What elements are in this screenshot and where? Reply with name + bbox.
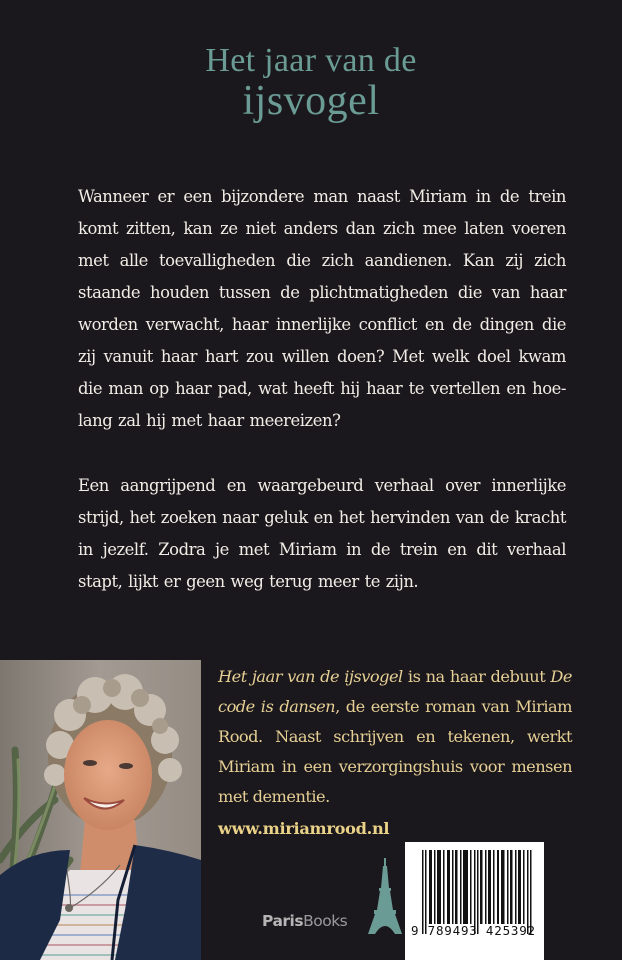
author-website-link[interactable]: www.miriamrood.nl bbox=[218, 819, 390, 838]
book-title bbox=[0, 44, 622, 122]
isbn-barcode bbox=[405, 842, 544, 960]
publisher-logo bbox=[262, 858, 402, 938]
publisher-name-bold: Paris bbox=[262, 912, 304, 930]
title-line-2: ijsvogel bbox=[242, 78, 380, 124]
bio-text-1: is na haar debuut bbox=[402, 667, 551, 686]
publisher-name bbox=[262, 912, 347, 930]
blurb-paragraph-1 bbox=[78, 181, 566, 437]
isbn-number: 9 789493 425392 bbox=[411, 923, 536, 938]
bio-text-2: , de eerste roman van Miriam Rood. Naast schrijven en tekenen, werkt Miriam in een verzorgingshuis voor mensen met dementie. bbox=[218, 697, 573, 806]
bio-book-title: Het jaar van de ijsvogel bbox=[218, 667, 403, 686]
bio-debut-title: De code is dansen bbox=[218, 667, 572, 716]
barcode-bars bbox=[422, 850, 532, 934]
author-portrait-illustration bbox=[0, 660, 201, 960]
blurb-text-1: Wanneer er een bijzondere man naast Miriam in de trein komt zitten, kan ze niet anders dan zich mee laten voeren met alle toevalligheden die zich aandienen. Kan zij zich staande houden tussen de plichtmatigheden die van haar worden verwacht, haar innerlijke conflict en de dingen die zij vanuit haar hart zou willen doen? Met welk doel kwam die man op haar pad, wat heeft hij haar te vertellen en hoe-lang zal hij met haar meereizen? bbox=[78, 187, 566, 430]
eiffel-tower-icon bbox=[368, 858, 402, 938]
author-bio bbox=[218, 662, 572, 844]
author-photo bbox=[0, 660, 201, 960]
publisher-name-regular: Books bbox=[303, 912, 348, 930]
title-line-1: Het jaar van de bbox=[205, 42, 417, 79]
blurb-text-2: Een aangrijpend en waargebeurd verhaal over innerlijke strijd, het zoeken naar geluk en het hervinden van de kracht in jezelf. Zodra je met Miriam in de trein en dit verhaal stapt, lijkt er geen weg terug meer te zijn. bbox=[78, 476, 566, 591]
bio-paragraph bbox=[218, 662, 572, 812]
blurb-paragraph-2 bbox=[78, 470, 566, 598]
